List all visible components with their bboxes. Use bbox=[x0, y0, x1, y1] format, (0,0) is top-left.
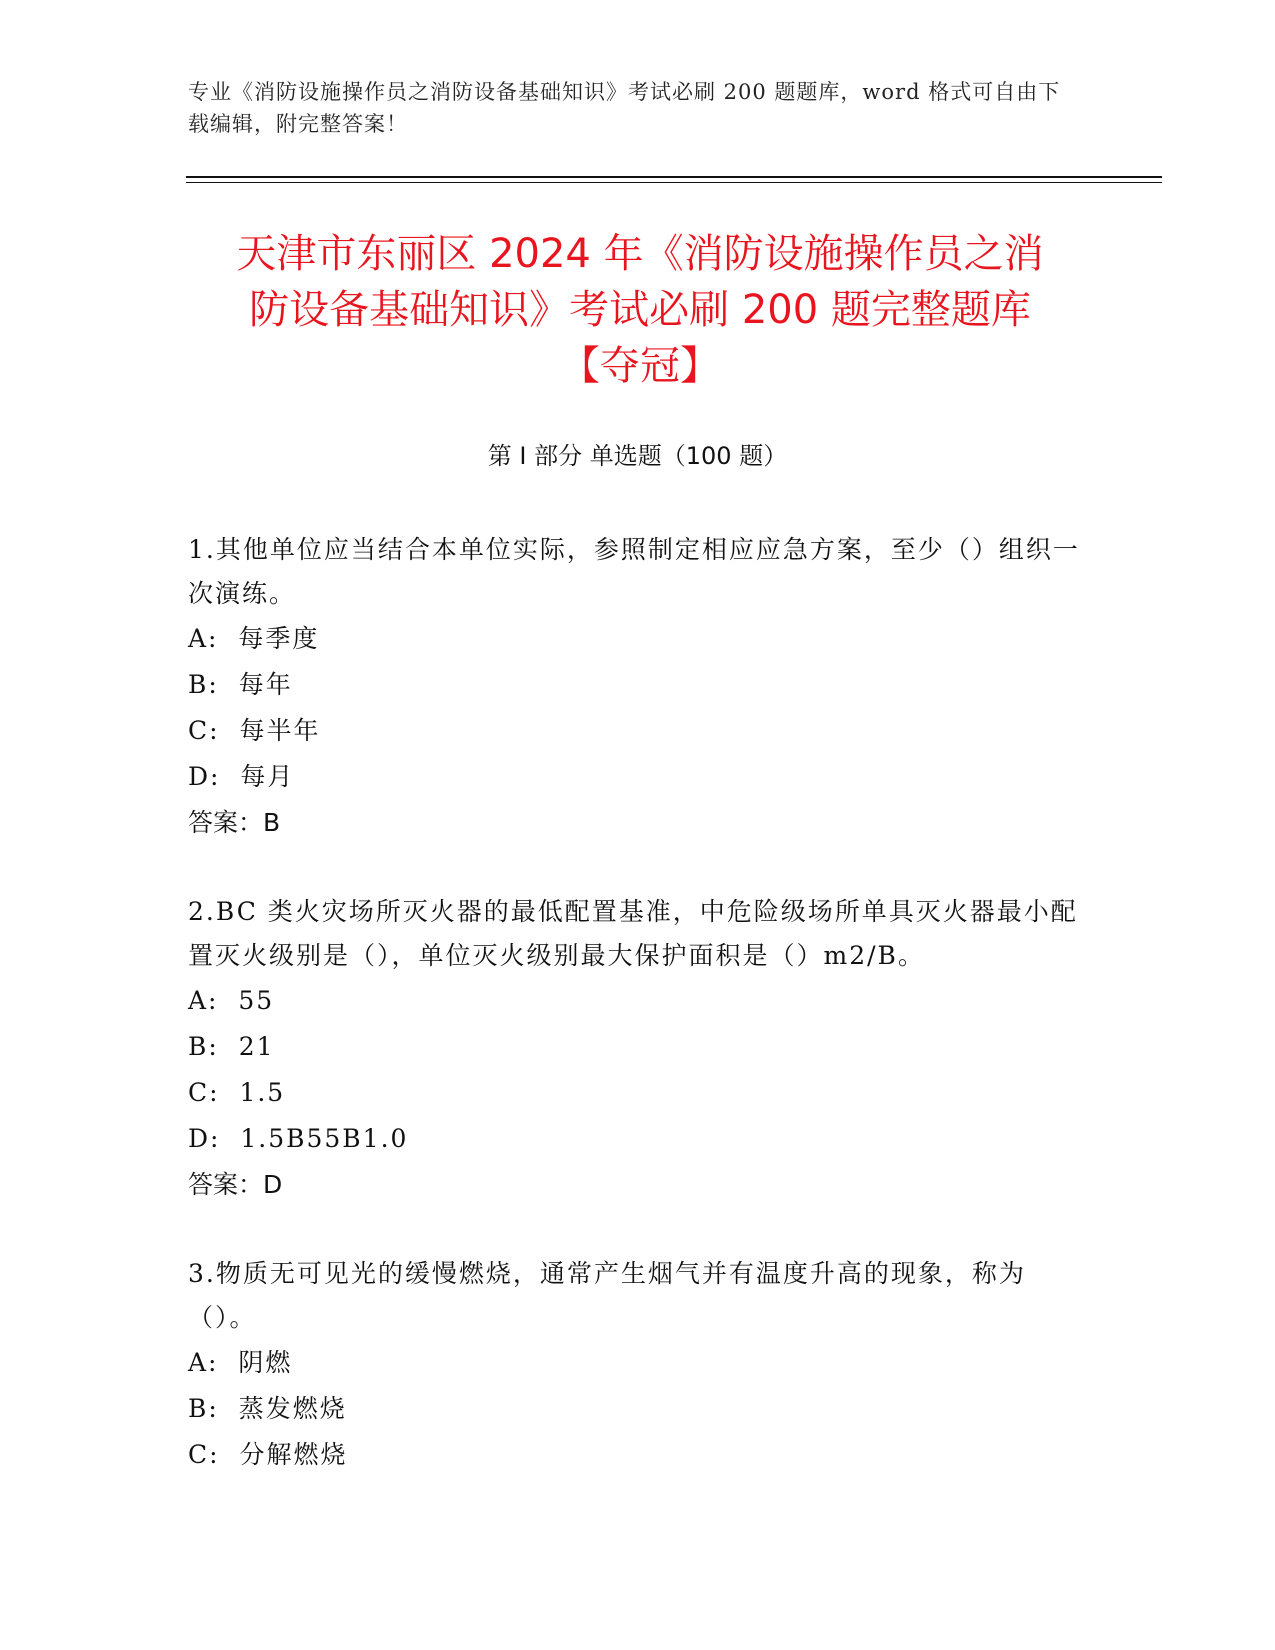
option-a: A: 55 bbox=[188, 986, 275, 1015]
question-stem: 3.物质无可见光的缓慢燃烧，通常产生烟气并有温度升高的现象，称为（）。 bbox=[188, 1259, 1026, 1332]
document-title bbox=[160, 226, 1120, 394]
title-line-2: 防设备基础知识》考试必刷 200 题完整题库 bbox=[249, 287, 1031, 333]
section-title: 第 I 部分 单选题（100 题） bbox=[487, 442, 788, 470]
option-a: A: 每季度 bbox=[188, 624, 320, 653]
question-1 bbox=[188, 528, 1088, 846]
question-3 bbox=[188, 1252, 1088, 1478]
title-line-3: 【夺冠】 bbox=[560, 343, 720, 389]
option-d: D: 每月 bbox=[188, 762, 295, 791]
option-b: B: 每年 bbox=[188, 670, 293, 699]
header-divider-thin bbox=[186, 182, 1162, 183]
option-d: D: 1.5B55B1.0 bbox=[188, 1124, 409, 1153]
option-c: C: 1.5 bbox=[188, 1078, 286, 1107]
option-c: C: 分解燃烧 bbox=[188, 1440, 348, 1469]
option-a: A: 阴燃 bbox=[188, 1348, 293, 1377]
answer: 答案：D bbox=[188, 1170, 283, 1199]
question-stem: 1.其他单位应当结合本单位实际，参照制定相应应急方案，至少（）组织一次演练。 bbox=[188, 535, 1080, 608]
option-c: C: 每半年 bbox=[188, 716, 321, 745]
header-note: 专业《消防设施操作员之消防设备基础知识》考试必刷 200 题题库，word 格式可自由下载编辑，附完整答案！ bbox=[188, 80, 1061, 136]
answer: 答案：B bbox=[188, 808, 281, 837]
option-b: B: 蒸发燃烧 bbox=[188, 1394, 347, 1423]
option-b: B: 21 bbox=[188, 1032, 275, 1061]
question-2 bbox=[188, 890, 1088, 1208]
question-stem: 2.BC 类火灾场所灭火器的最低配置基准，中危险级场所单具灭火器最小配置灭火级别是（），单位灭火级别最大保护面积是（）m2/B。 bbox=[188, 897, 1078, 970]
title-line-1: 天津市东丽区 2024 年《消防设施操作员之消 bbox=[236, 231, 1044, 277]
header-divider-thick bbox=[186, 176, 1162, 178]
